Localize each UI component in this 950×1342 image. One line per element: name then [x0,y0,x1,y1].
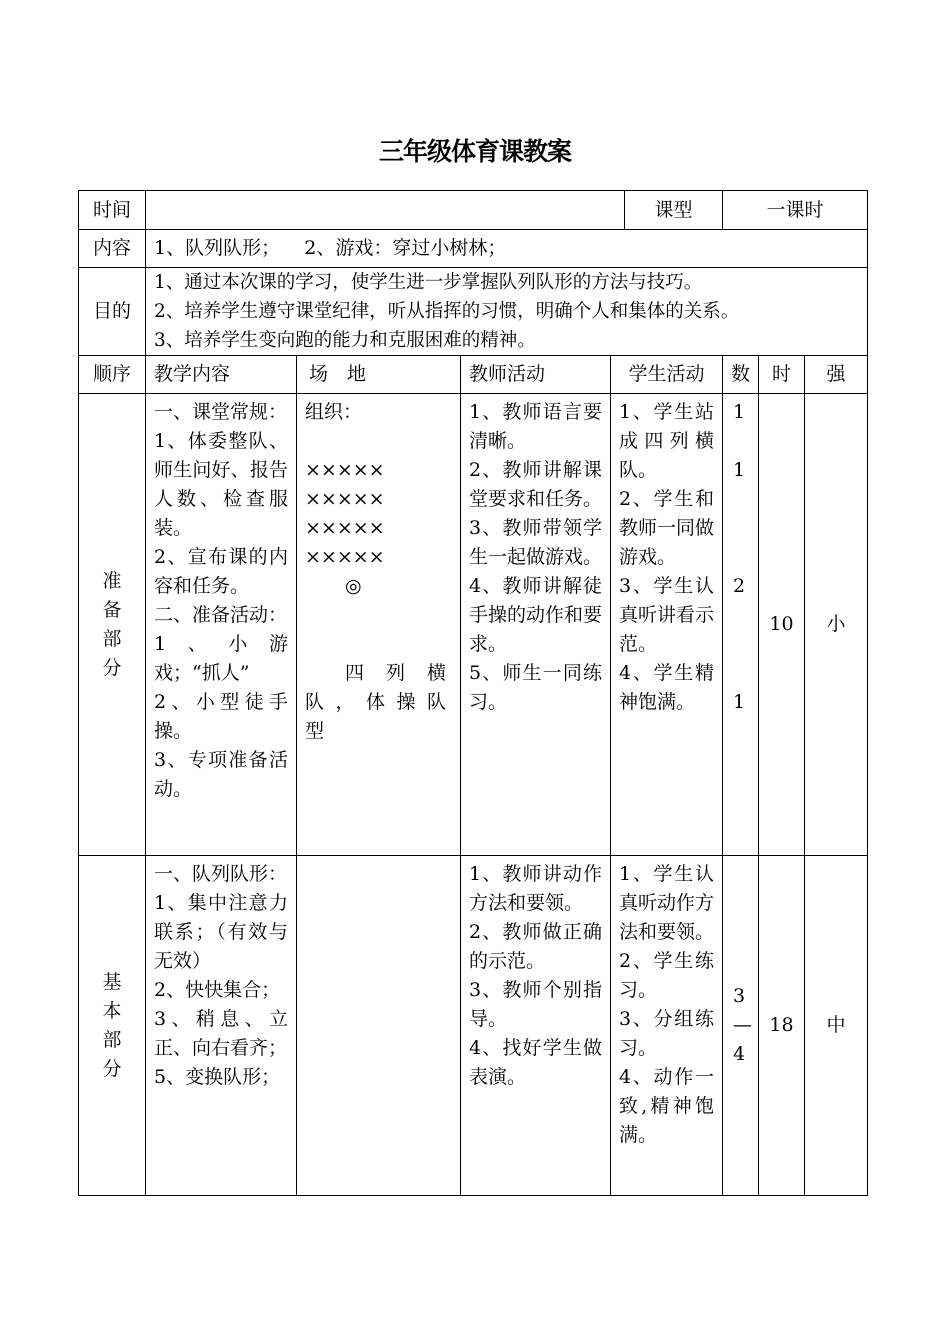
section-counts: 3 — 4 [723,856,759,1196]
formation-row: ××××× [305,488,385,510]
section-intensity: 小 [805,394,868,856]
col-intensity: 强 [805,356,868,394]
col-time: 时 [759,356,805,394]
content-row [79,230,868,268]
content-value: 1、队列队形； 2、游戏：穿过小树林； [146,230,868,268]
goal-item: 1、通过本次课的学习，使学生进一步掌握队列队形的方法与技巧。 [154,272,703,293]
section-row [79,856,868,1196]
venue-note: 四列横队，体操队型 [305,662,452,742]
section-student: 1、学生认真听动作方法和要领。 2、学生练习。 3、分组练习。 4、动作一致,精神饱满。 [611,856,723,1196]
type-label: 课型 [625,191,723,230]
venue-label: 组织： [305,401,363,423]
goal-label: 目的 [79,268,146,356]
section-teacher: 1、教师讲动作方法和要领。 2、教师做正确的示范。 3、教师个别指导。 4、找好学生做表演。 [461,856,611,1196]
goal-item: 3、培养学生变向跑的能力和克服困难的精神。 [154,330,536,351]
goal-row [79,268,868,356]
col-venue: 场 地 [297,356,461,394]
lesson-plan-table [78,190,868,1196]
time-value [146,191,625,230]
col-teacher: 教师活动 [461,356,611,394]
col-student: 学生活动 [611,356,723,394]
section-row [79,394,868,856]
section-counts: 1 1 2 1 [723,394,759,856]
col-count: 数 [723,356,759,394]
section-venue [297,856,461,1196]
section-intensity: 中 [805,856,868,1196]
col-order: 顺序 [79,356,146,394]
goal-item: 2、培养学生遵守课堂纪律，听从指挥的习惯，明确个人和集体的关系。 [154,301,740,322]
section-name: 基 本 部 分 [79,856,146,1196]
formation-row: ××××× [305,459,385,481]
time-label: 时间 [79,191,146,230]
page-title: 三年级体育课教案 [378,137,571,166]
formation-row: ××××× [305,546,385,568]
teacher-mark: ◎ [345,575,362,597]
section-time: 18 [759,856,805,1196]
section-venue [297,394,461,856]
type-value: 一课时 [723,191,868,230]
section-content: 一、课堂常规： 1、体委整队、师生问好、报告人数、检查服装。 2、宣布课的内容和任务。 二、准备活动： 1、小游戏；“抓人” 2、小型徒手操。 3、专项准备活动。 [146,394,297,856]
col-content: 教学内容 [146,356,297,394]
formation-diagram [305,456,452,601]
column-header-row [79,356,868,394]
section-teacher: 1、教师语言要清晰。 2、教师讲解课堂要求和任务。 3、教师带领学生一起做游戏。 4、教师讲解徒手操的动作和要求。 5、师生一同练习。 [461,394,611,856]
section-name: 准 备 部 分 [79,394,146,856]
section-time: 10 [759,394,805,856]
formation-row: ××××× [305,517,385,539]
content-label: 内容 [79,230,146,268]
goal-list [146,268,868,356]
time-row [79,191,868,230]
section-student: 1、学生站成四列横队。 2、学生和教师一同做游戏。 3、学生认真听讲看示范。 4、学生精神饱满。 [611,394,723,856]
section-content: 一、队列队形： 1、集中注意力联系；（有效与无效） 2、快快集合； 3、稍息、立正、向右看齐； 5、变换队形； [146,856,297,1196]
